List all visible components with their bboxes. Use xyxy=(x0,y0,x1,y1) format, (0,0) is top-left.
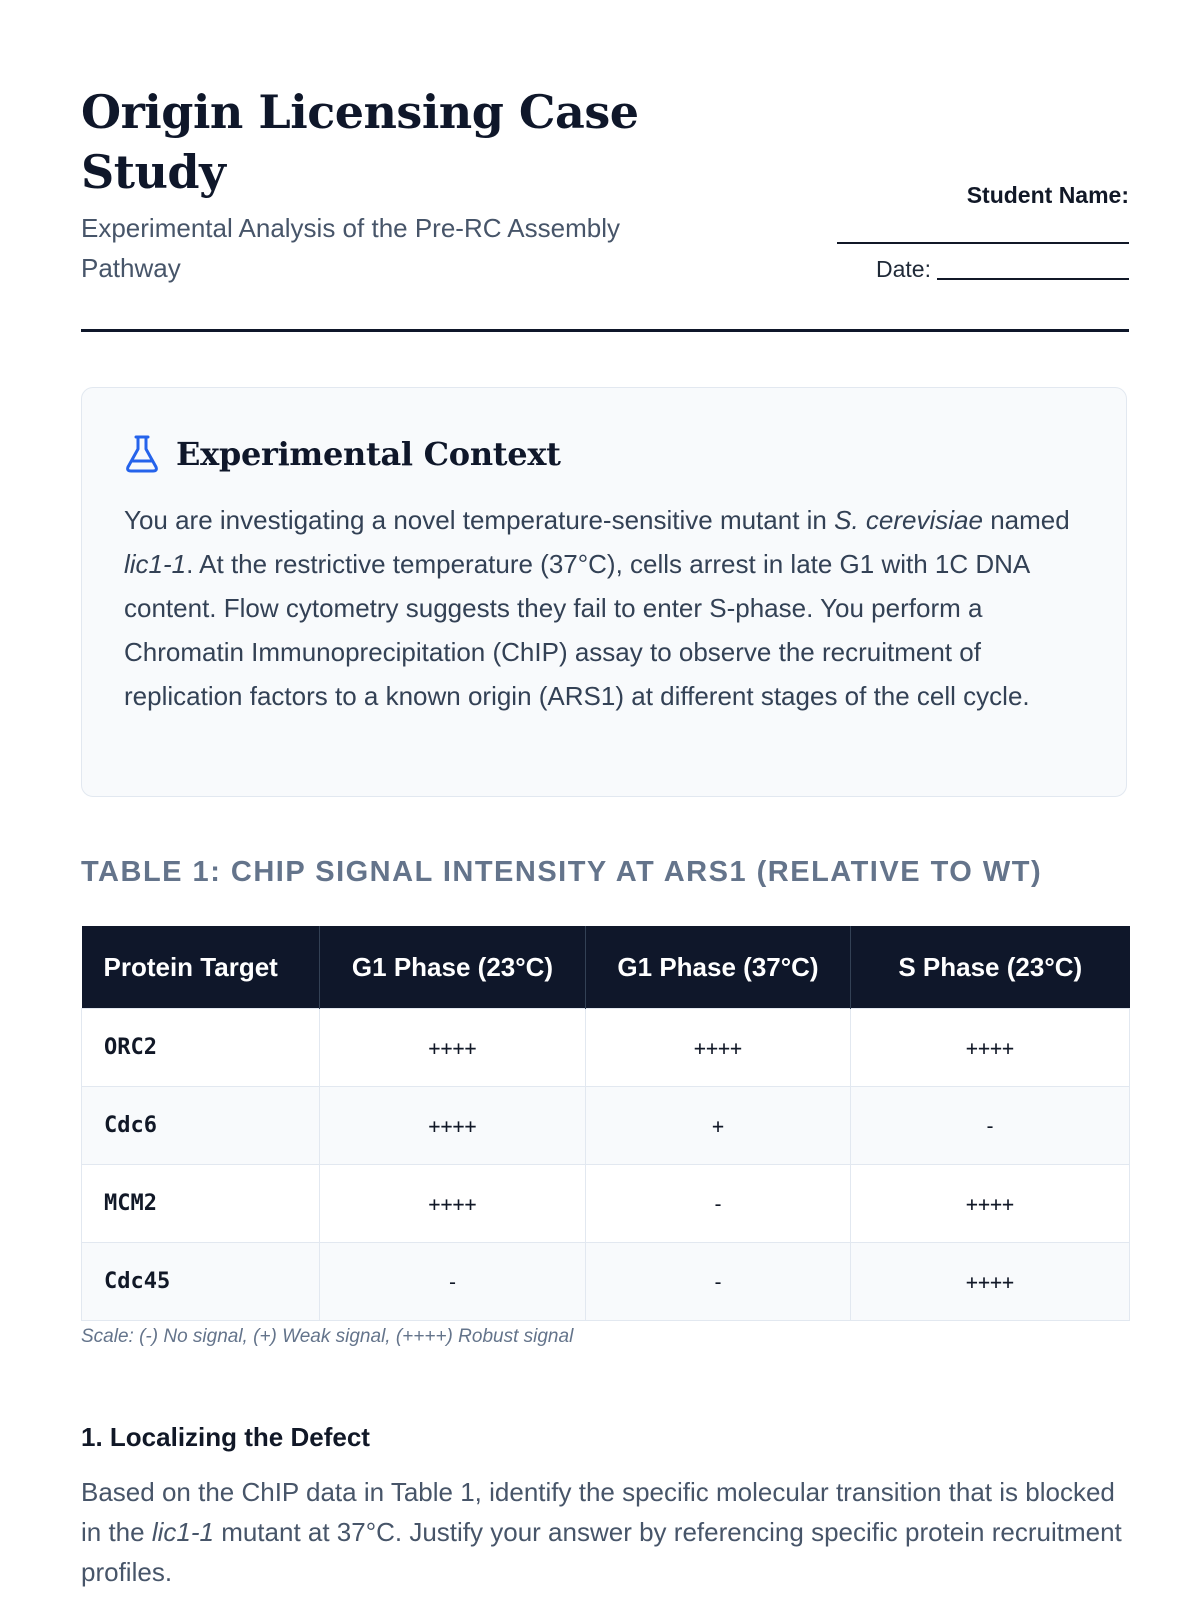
table-row xyxy=(82,1087,1130,1165)
page-title: Origin Licensing Case Study xyxy=(81,85,639,199)
signal-cell: ++++ xyxy=(320,1087,586,1165)
table-row xyxy=(82,1165,1130,1243)
context-title: Experimental Context xyxy=(176,435,561,473)
date-field[interactable] xyxy=(937,278,1129,280)
column-header: S Phase (23°C) xyxy=(851,926,1130,1009)
date-label: Date: xyxy=(876,256,931,282)
flask-icon xyxy=(124,434,160,474)
student-name-field[interactable] xyxy=(837,242,1129,244)
date-row xyxy=(876,256,1129,283)
page-subtitle: Experimental Analysis of the Pre-RC Assembly Pathway xyxy=(81,213,620,283)
context-paragraph: You are investigating a novel temperature-sensitive mutant in S. cerevisiae named lic1-1. At the restrictive temperature (37°C), cells arrest in late G1 with 1C DNA content. Flow cytometry suggests they fail to enter S-phase. You perform a Chromatin Immunoprecipitation (ChIP) assay to observe the recruitment of replication factors to a known origin (ARS1) at different stages of the cell cycle. xyxy=(124,505,1070,711)
signal-cell: ++++ xyxy=(320,1165,586,1243)
table-row xyxy=(82,1243,1130,1321)
column-header: G1 Phase (37°C) xyxy=(586,926,851,1009)
student-name-label: Student Name: xyxy=(966,182,1129,208)
column-header: Protein Target xyxy=(82,926,320,1009)
signal-cell: - xyxy=(586,1243,851,1321)
species-name: S. cerevisiae xyxy=(834,505,983,535)
protein-cell: MCM2 xyxy=(82,1165,320,1243)
signal-cell: - xyxy=(320,1243,586,1321)
question-1-title: 1. Localizing the Defect xyxy=(81,1422,370,1452)
mutant-name: lic1-1 xyxy=(151,1517,214,1547)
signal-cell: ++++ xyxy=(851,1165,1130,1243)
mutant-name: lic1-1 xyxy=(124,549,187,579)
chip-signal-table xyxy=(81,926,1130,1321)
protein-cell: Cdc6 xyxy=(82,1087,320,1165)
signal-cell: ++++ xyxy=(320,1009,586,1087)
scale-legend: Scale: (-) No signal, (+) Weak signal, (++++) Robust signal xyxy=(81,1326,574,1347)
table-header-row xyxy=(82,926,1130,1009)
context-heading xyxy=(124,430,561,478)
protein-cell: ORC2 xyxy=(82,1009,320,1087)
table-title: TABLE 1: CHIP SIGNAL INTENSITY AT ARS1 (RELATIVE TO WT) xyxy=(81,856,1043,888)
signal-cell: - xyxy=(586,1165,851,1243)
signal-cell: + xyxy=(586,1087,851,1165)
signal-cell: ++++ xyxy=(851,1243,1130,1321)
header-divider xyxy=(81,329,1129,332)
column-header: G1 Phase (23°C) xyxy=(320,926,586,1009)
protein-cell: Cdc45 xyxy=(82,1243,320,1321)
signal-cell: ++++ xyxy=(586,1009,851,1087)
table-row xyxy=(82,1009,1130,1087)
experimental-context-box xyxy=(81,387,1127,797)
question-1-prompt: Based on the ChIP data in Table 1, identify the specific molecular transition that is blocked in the lic1-1 mutant at 37°C. Justify your answer by referencing specific protein recruitment profiles. xyxy=(81,1477,1122,1587)
signal-cell: - xyxy=(851,1087,1130,1165)
signal-cell: ++++ xyxy=(851,1009,1130,1087)
